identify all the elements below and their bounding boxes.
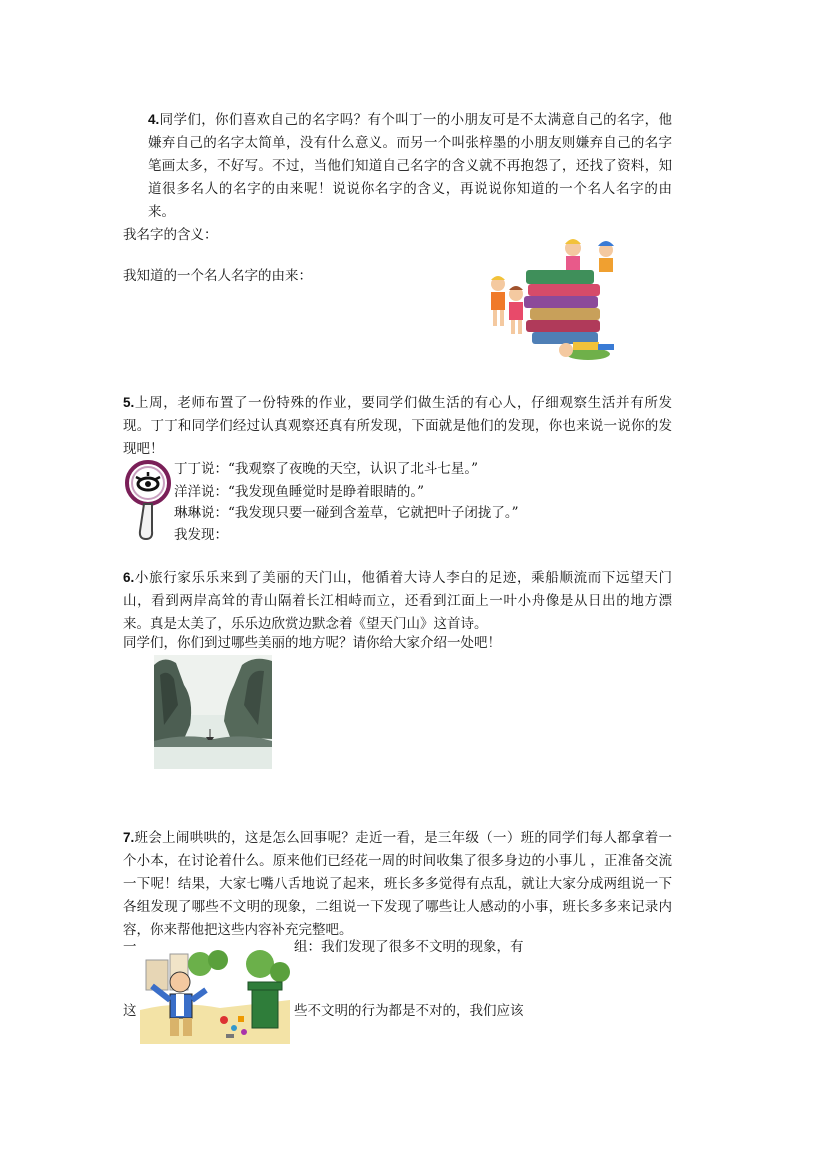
q5-line-2: 洋洋说：“我发现鱼睡觉时是睁着眼睛的。” <box>174 484 425 500</box>
q7-group1-d: 些不文明的行为都是不对的，我们应该 <box>294 1003 524 1019</box>
litter-scene-illustration <box>140 950 290 1044</box>
q4-famous-label: 我知道的一个名人名字的由来： <box>123 268 312 284</box>
q5-number: 5. <box>123 395 135 410</box>
q6-prompt: 同学们，你们到过哪些美丽的地方呢？请你给大家介绍一处吧！ <box>123 635 501 651</box>
q5-line-3: 琳琳说：“我发现只要一碰到含羞草，它就把叶子闭拢了。” <box>174 505 519 521</box>
q6-text: 6.小旅行家乐乐来到了美丽的天门山，他循着大诗人李白的足迹，乘船顺流而下远望天门山，看到两岸高耸的青山隔着长江相峙而立，还看到江面上一叶小舟像是从日出的地方漂来。真是太美了，乐乐边欣赏边默念着《望天门山》这首诗。 <box>123 570 672 632</box>
q7-group1-a: 一 <box>123 939 137 955</box>
q5-line-1: 丁丁说：“我观察了夜晚的天空，认识了北斗七星。” <box>174 461 479 477</box>
tianmen-mountain-painting <box>154 655 272 769</box>
kids-reading-books-illustration <box>478 232 628 366</box>
q5-line-4: 我发现： <box>174 527 228 543</box>
q7-number: 7. <box>123 830 135 845</box>
q5-text: 5.上周，老师布置了一份特殊的作业，要同学们做生活的有心人，仔细观察生活并有所发现。丁丁和同学们经过认真观察还真有所发现，下面就是他们的发现，你也来说一说你的发现吧！ <box>123 395 672 457</box>
q4-meaning-label: 我名字的含义： <box>123 227 218 243</box>
magnifying-glass-icon <box>124 459 172 541</box>
q7-group1-b: 组：我们发现了很多不文明的现象，有 <box>294 939 524 955</box>
q4-number: 4. <box>148 112 160 127</box>
q4-text: 4.同学们，你们喜欢自己的名字吗？有个叫丁一的小朋友可是不太满意自己的名字，他嫌弃自己的名字太简单，没有什么意义。而另一个叫张梓墨的小朋友则嫌弃自己的名字笔画太多，不好写。不过，当他们知道自己名字的含义就不再抱怨了，还找了资料，知道很多名人的名字的由来呢！说说你名字的含义，再说说你知道的一个名人名字的由来。 <box>148 112 672 220</box>
q7-text: 7.班会上闹哄哄的，这是怎么回事呢？走近一看，是三年级（一）班的同学们每人都拿着一个小本，在讨论着什么。原来他们已经花一周的时间收集了很多身边的小事儿 ，正准备交流一下呢！结果，大家七嘴八舌地说了起来，班长多多觉得有点乱，就让大家分成两组说一下各组发现了哪些不文明的现象，二组说一下发现了哪些让人感动的小事，班长多多来记录内容，你来帮他把这些内容补充完整吧。 <box>123 830 672 938</box>
q7-group1-c: 这 <box>123 1003 137 1019</box>
q6-number: 6. <box>123 570 135 585</box>
